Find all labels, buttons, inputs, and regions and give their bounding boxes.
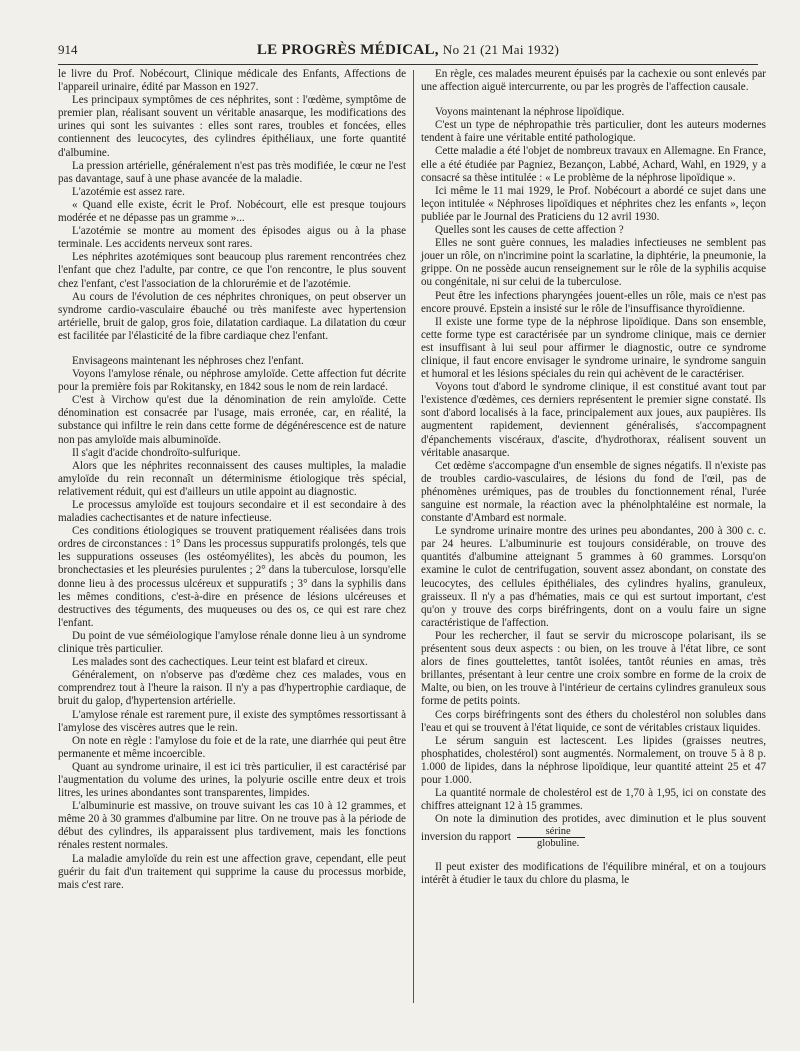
- paragraph: [421, 525, 766, 630]
- paragraph-text: Ces corps biréfringents sont des éthers du cholestérol non solubles dans l'eau et qui se trouvent à l'état liquide, ce sont de véritables cristaux liquides.: [421, 708, 766, 734]
- right-column: [421, 68, 766, 888]
- paragraph-text: L'amylose rénale est rarement pure, il existe des symptômes ressortissant à l'amylose des viscères autres que le rein.: [58, 708, 406, 734]
- paragraph-text: Ces conditions étiologiques se trouvent pratiquement réalisées dans trois ordres de circonstances : 1° Dans les processus suppuratifs prolongés, tels que les suppurations osseuses (les ostéomyélites), les abcès du poumon, les bronchectasies et les pleurésies purulentes ; 2° dans la tuberculose, lorsqu'elle donne lieu à des processus ulcéreux et suppuratifs ; 3° dans la syphilis dans les mêmes conditions, c'est-à-dire en présence de lésions ulcéreuses et destructives des téguments, des muqueuses ou des os, ce qui est rare chez l'enfant.: [58, 525, 406, 629]
- paragraph-text: C'est un type de néphropathie très particulier, dont les auteurs modernes tendent à faire une véritable entité pathologique.: [421, 119, 766, 145]
- ratio-denominator: globuline.: [536, 838, 580, 850]
- paragraph: [421, 709, 766, 735]
- paragraph: [421, 735, 766, 787]
- paragraph-text: Les malades sont des cachectiques. Leur teint est blafard et cireux.: [72, 656, 368, 669]
- paragraph-text: Ici même le 11 mai 1929, le Prof. Nobécourt a abordé ce sujet dans une leçon intitulée « Néphroses lipoïdiques et néphrites chez les enfants », leçon publiée par le Journal des Praticiens du 12 avril 1930.: [421, 184, 766, 223]
- paragraph-text: Voyons l'amylose rénale, ou néphrose amyloïde. Cette affection fut décrite pour la première fois par Rokitansky, en 1842 sous le nom de rein lardacé.: [58, 368, 406, 394]
- paragraph: [58, 761, 406, 800]
- paragraph: [421, 68, 766, 94]
- paragraph: [58, 355, 406, 368]
- paragraph: [58, 94, 406, 159]
- paragraph: [58, 447, 406, 460]
- paragraph: [58, 630, 406, 656]
- paragraph-text: Quelles sont les causes de cette affection ?: [435, 224, 624, 237]
- paragraph: [58, 394, 406, 446]
- paragraph-text: Il existe une forme type de la néphrose lipoïdique. Dans son ensemble, cette forme type est caractérisée par un syndrome clinique, mais ce dernier est insuffisant à lui seul pour affirmer le diagnostic, outre ce syndrome clinique, il faut encore envisager le syndrome urinaire, le syndrome sanguin et humoral et les lésions spéciales du rein qui achèvent de le caractériser.: [421, 315, 766, 381]
- running-header: [58, 36, 758, 65]
- paragraph: [421, 813, 766, 849]
- paragraph-text: Il peut exister des modifications de l'équilibre minéral, et on a toujours intérêt à étudier le taux du chlore du plasma, le: [421, 861, 766, 887]
- paragraph: [421, 460, 766, 525]
- paragraph-text: Peut être les infections pharyngées jouent-elles un rôle, mais ce n'est pas encore prouvé. Epstein a insisté sur le rôle de l'insuffisance thyroïdienne.: [421, 289, 766, 315]
- paragraph-text: Voyons maintenant la néphrose lipoïdique.: [435, 106, 625, 119]
- paragraph: [421, 106, 766, 119]
- paragraph: [421, 381, 766, 460]
- paragraph-text: La pression artérielle, généralement n'est pas très modifiée, le cœur ne l'est pas davantage, sauf à une phase avancée de la maladie.: [58, 159, 406, 185]
- paragraph-text: L'albuminurie est massive, on trouve suivant les cas 10 à 12 grammes, et même 20 à 30 grammes d'albumine par litre. On ne trouve pas à la période de début des cylindres, ils apparaissent plus tardivement, mais les fonctions rénales restent normales.: [58, 800, 406, 852]
- paragraph: [58, 525, 406, 630]
- paragraph-text: C'est à Virchow qu'est due la dénomination de rein amyloïde. Cette dénomination est consacrée par l'usage, mais erronée, car, en réalité, la substance qui infiltre le rein dans cette forme de dégénérescence est de nature non pas amyloïde mais albuminoïde.: [58, 394, 406, 446]
- paragraph-text: Pour les rechercher, il faut se servir du microscope polarisant, ils se présentent sous deux aspects : ou bien, on les trouve à l'état libre, ce sont alors de fines gouttelettes, tantôt isolées, tantôt réunies en amas, très brillantes, présentant à leur centre une croix sombre en forme de la croix de Malte, ou bien, on les trouve à l'intérieur de certains cylindres granuleux sous forme de petits points.: [421, 629, 766, 708]
- paragraph: [58, 199, 406, 225]
- page-number: 914: [58, 42, 78, 57]
- paragraph-text: L'azotémie est assez rare.: [72, 185, 185, 198]
- paragraph: [58, 460, 406, 499]
- paragraph: [421, 316, 766, 381]
- paragraph-text: le livre du Prof. Nobécourt, Clinique médicale des Enfants, Affections de l'appareil urinaire, édité par Masson en 1927.: [58, 68, 406, 94]
- paragraph-text: Au cours de l'évolution de ces néphrites chroniques, on peut observer un syndrome cardio-vasculaire ébauché ou très manifeste avec hypertension artérielle, bruit de galop, gros foie, dilatation cardiaque. La dilatation du cœur est facilitée par l'élasticité de la fibre cardiaque chez l'enfant.: [58, 290, 406, 342]
- paragraph-text: L'azotémie se montre au moment des épisodes aigus ou à la phase terminale. Les accidents nerveux sont rares.: [58, 225, 406, 251]
- paragraph: [58, 291, 406, 343]
- paragraph: [421, 290, 766, 316]
- paragraph: [421, 237, 766, 289]
- journal-name: LE PROGRÈS MÉDICAL,: [256, 41, 439, 58]
- paragraph: [58, 251, 406, 290]
- paragraph: [58, 225, 406, 251]
- paragraph: [58, 186, 406, 199]
- left-column: [58, 68, 406, 892]
- paragraph: [421, 145, 766, 184]
- paragraph: [58, 656, 406, 669]
- paragraph-text: Elles ne sont guère connues, les maladies infectieuses ne semblent pas jouer un rôle, on n'incrimine point la scarlatine, la diphtérie, la pneumonie, la grippe. On ne possède aucun renseignement sur le rôle de la syphilis acquise ou congénitale, ni sur celui de la tuberculose.: [421, 237, 766, 289]
- paragraph: [58, 499, 406, 525]
- paragraph-text: Le sérum sanguin est lactescent. Les lipides (graisses neutres, phosphatides, cholestérol) sont augmentés. Normalement, on trouve 5 à 8 p. 1.000 de lipides, dans la néphrose lipoïdique, leur quantité atteint 25 et 47 pour 1.000.: [421, 734, 766, 786]
- paragraph: [58, 709, 406, 735]
- ratio-numerator: sérine: [517, 826, 585, 838]
- paragraph-text: « Quand elle existe, écrit le Prof. Nobécourt, elle est presque toujours modérée et ne dépasse pas un gramme »...: [58, 198, 406, 225]
- issue-info: No 21 (21 Mai 1932): [442, 41, 560, 57]
- paragraph-text: La quantité normale de cholestérol est de 1,70 à 1,95, ici on constate des chiffres atteignant 12 à 15 grammes.: [421, 787, 766, 813]
- paragraph: [421, 185, 766, 224]
- paragraph-text: Généralement, on n'observe pas d'œdème chez ces malades, vous en comprendrez tout à l'heure la raison. Il n'y a pas d'hypertrophie cardiaque, de bruit du galop, d'hypertension artérielle.: [58, 669, 406, 708]
- paragraph: [421, 861, 766, 887]
- paragraph-text: Voyons tout d'abord le syndrome clinique, il est constitué avant tout par l'existence d'œdèmes, ces derniers représentent le premier signe constaté. Ils sont d'abord localisés à la face, principalement aux joues, aux paupières. Ils augmentent rapidement, deviennent généralisés, s'accompagnent d'épanchements viscéraux, d'ascite, d'hydrothorax, réalisent souvent un véritable anasarque.: [421, 381, 766, 459]
- paragraph-text: En règle, ces malades meurent épuisés par la cachexie ou sont enlevés par une affection aiguë intercurrente, ou par les progrès de l'affection causale.: [421, 68, 766, 94]
- paragraph: [421, 787, 766, 813]
- paragraph-text: Les néphrites azotémiques sont beaucoup plus rarement rencontrées chez l'enfant que chez l'adulte, par contre, ce que l'on rencontre, le plus souvent chez l'enfant, c'est l'association de la chlorurémie et de l'azotémie.: [58, 251, 406, 290]
- paragraph: [421, 630, 766, 709]
- paragraph: [58, 735, 406, 761]
- paragraph-text: On note la diminution des protides, avec diminution et le plus souvent inversion du rapport: [421, 813, 766, 844]
- journal-title: [108, 42, 708, 59]
- paragraph-text: On note en règle : l'amylose du foie et de la rate, une diarrhée qui peut être permanente et même incoercible.: [58, 734, 406, 760]
- paragraph-text: Envisageons maintenant les néphroses chez l'enfant.: [72, 354, 304, 367]
- paragraph: [58, 669, 406, 708]
- paragraph-text: Quant au syndrome urinaire, il est ici très particulier, il est caractérisé par l'augmentation du volume des urines, la polyurie oscille entre deux et trois litres, les urines abondantes sont transparentes, limpides.: [58, 760, 406, 800]
- paragraph: [421, 119, 766, 145]
- column-divider: [413, 70, 414, 1003]
- paragraph: [58, 160, 406, 186]
- paragraph-text: Cet œdème s'accompagne d'un ensemble de signes négatifs. Il n'existe pas de troubles cardio-vasculaires, de lésions du fond de l'œil, pas de phénomènes urémiques, pas de troubles du fonctionnement rénal, l'urée sanguine est normale, la réaction avec la phénolphtaléine est normale, la constante d'Ambard est normale.: [421, 459, 766, 525]
- paragraph-text: Alors que les néphrites reconnaissent des causes multiples, la maladie amyloïde du rein reconnaît un déterminisme étiologique très spécial, relativement réduit, qui est d'ailleurs un utile appoint au diagnostic.: [58, 459, 406, 498]
- paragraph-text: Le syndrome urinaire montre des urines peu abondantes, 200 à 300 c. c. par 24 heures. L'albuminurie est toujours considérable, on trouve des quantités d'albumine atteignant 5 grammes à 60 grammes. Lorsqu'on examine le culot de centrifugation, souvent assez abondant, on constate des leucocytes, des cellules épithéliales, des cylindres hyalins, granuleux, graisseux. Il n'y a pas d'hématies, mais ce qui est surtout important, c'est qu'on y trouve des corps biréfringents, dont on a voulu faire un signe caractéristique de l'affection.: [421, 525, 766, 629]
- paragraph: [58, 853, 406, 892]
- paragraph: [58, 68, 406, 94]
- paragraph-text: Les principaux symptômes de ces néphrites, sont : l'œdème, symptôme de premier plan, réalisant souvent un véritable anasarque, les modifications des urines qui sont les suivantes : elles sont rares, troubles et foncées, elles contiennent des leucocytes, des cylindres épithéliaux, une forte quantité d'albumine.: [58, 94, 406, 159]
- paragraph: [421, 224, 766, 237]
- paragraph-text: Il s'agit d'acide chondroïto-sulfurique.: [72, 446, 241, 459]
- paragraph-text: Le processus amyloïde est toujours secondaire et il est secondaire à des maladies cachectisantes et de nature infectieuse.: [58, 499, 406, 525]
- paragraph-text: Cette maladie a été l'objet de nombreux travaux en Allemagne. En France, elle a été étudiée par Pagniez, Bezançon, Labbé, Achard, Wahl, en 1929, y a consacré sa thèse intitulée : « Le problème de la néphrose lipoïdique ».: [421, 145, 766, 184]
- paragraph: [58, 800, 406, 852]
- paragraph-text: Du point de vue séméiologique l'amylose rénale donne lieu à un syndrome clinique très particulier.: [58, 629, 406, 656]
- paragraph: [58, 368, 406, 394]
- paragraph-text: La maladie amyloïde du rein est une affection grave, cependant, elle peut guérir du fait d'un traitement qui supprime la cause du processus morbide, mais c'est rare.: [58, 852, 406, 891]
- ratio-fraction: [517, 826, 585, 849]
